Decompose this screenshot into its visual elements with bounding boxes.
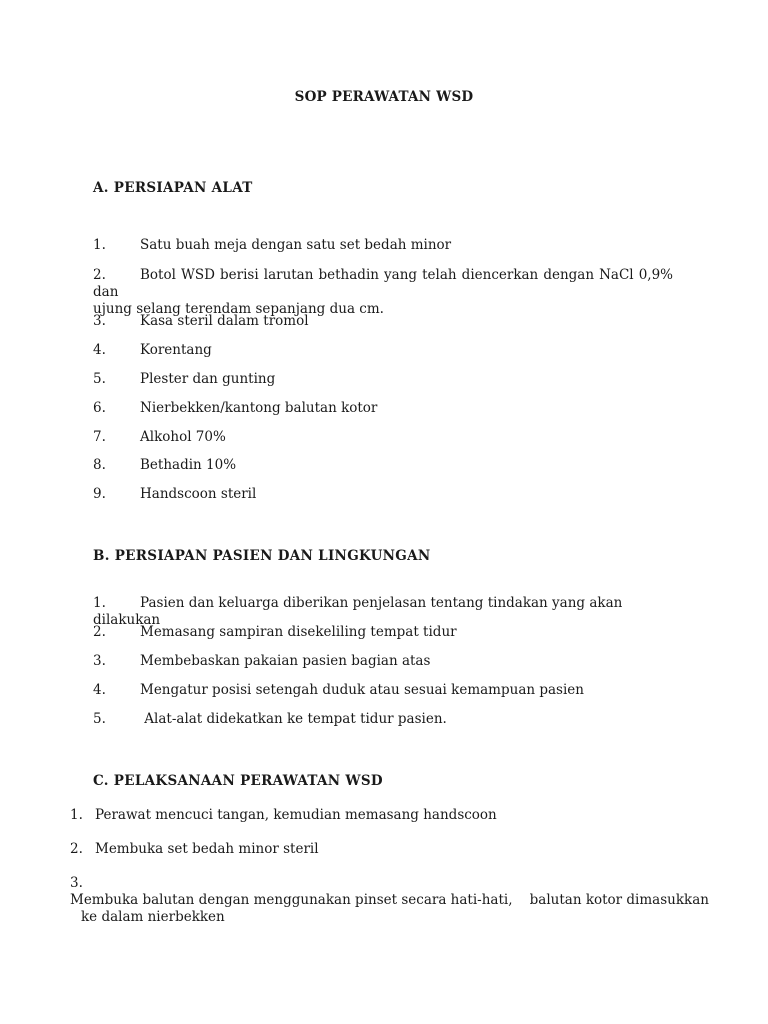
- list-number: 3.: [93, 653, 106, 669]
- list-text: Memasang sampiran disekeliling tempat tidur: [140, 624, 457, 640]
- list-text: Plester dan gunting: [140, 371, 276, 387]
- list-item: [70, 875, 709, 926]
- list-text: Perawat mencuci tangan, kemudian memasang handscoon: [95, 807, 497, 823]
- list-text: Membebaskan pakaian pasien bagian atas: [140, 653, 431, 669]
- list-number: 5.: [93, 711, 106, 727]
- list-number: 1.: [93, 237, 106, 253]
- list-number: 1.: [93, 595, 106, 611]
- list-item: [93, 429, 673, 446]
- list-text: Satu buah meja dengan satu set bedah minor: [140, 237, 452, 253]
- list-number: 4.: [93, 682, 106, 698]
- list-number: 2.: [93, 267, 106, 283]
- list-text-continuation: ke dalam nierbekken: [81, 909, 225, 925]
- list-item: [93, 624, 673, 641]
- list-number: 7.: [93, 429, 106, 445]
- list-text: Membuka balutan dengan menggunakan pinset secara hati-hati, balutan kotor dimasukkan: [70, 892, 709, 908]
- list-number: 3.: [70, 875, 83, 891]
- list-text: Alat-alat didekatkan ke tempat tidur pasien.: [140, 711, 447, 727]
- list-number: 9.: [93, 486, 106, 502]
- list-item: [93, 457, 673, 474]
- list-item: [93, 313, 673, 330]
- list-number: 1.: [70, 807, 83, 823]
- list-text-line: [93, 267, 673, 301]
- section-b-heading: B. PERSIAPAN PASIEN DAN LINGKUNGAN: [93, 548, 431, 564]
- list-number: 2.: [70, 841, 83, 857]
- list-text: Mengatur posisi setengah duduk atau sesuai kemampuan pasien: [140, 682, 584, 698]
- list-item: [93, 371, 673, 388]
- list-item: [93, 486, 673, 503]
- list-number: 8.: [93, 457, 106, 473]
- list-number: 4.: [93, 342, 106, 358]
- list-item: [70, 807, 676, 824]
- list-number: 2.: [93, 624, 106, 640]
- list-text: Pasien dan keluarga diberikan penjelasan tentang tindakan yang akan dilakukan: [93, 595, 623, 628]
- list-text-continuation: ujung selang terendam sepanjang dua cm.: [93, 301, 384, 317]
- list-item: [93, 711, 673, 728]
- list-item: [93, 237, 673, 254]
- section-c-heading: C. PELAKSANAAN PERAWATAN WSD: [93, 773, 383, 789]
- list-number: 5.: [93, 371, 106, 387]
- list-text: Korentang: [140, 342, 212, 358]
- list-item: [93, 400, 673, 417]
- list-text: Nierbekken/kantong balutan kotor: [140, 400, 378, 416]
- list-number: 3.: [93, 313, 106, 329]
- list-text: Membuka set bedah minor steril: [95, 841, 319, 857]
- page-title: SOP PERAWATAN WSD: [294, 89, 474, 105]
- list-item: [93, 682, 673, 699]
- list-item: [93, 267, 673, 318]
- list-text: Handscoon steril: [140, 486, 257, 502]
- section-a-heading: A. PERSIAPAN ALAT: [93, 180, 253, 196]
- list-item: [70, 841, 676, 858]
- list-item: [93, 653, 673, 670]
- list-item: [93, 342, 673, 359]
- list-text: Kasa steril dalam tromol: [140, 313, 309, 329]
- list-text-line: [70, 875, 709, 909]
- list-text: Bethadin 10%: [140, 457, 237, 473]
- list-text: Botol WSD berisi larutan bethadin yang telah diencerkan dengan NaCl 0,9% dan: [93, 267, 673, 300]
- list-number: 6.: [93, 400, 106, 416]
- list-text: Alkohol 70%: [140, 429, 226, 445]
